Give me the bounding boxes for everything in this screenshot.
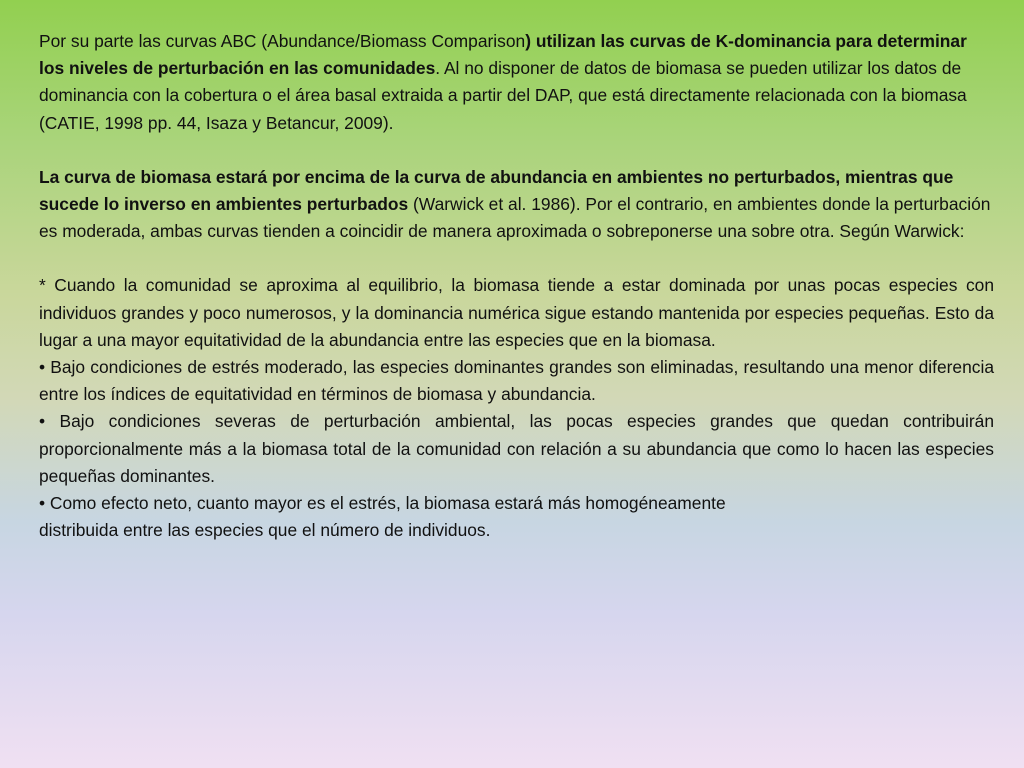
paragraph-1-lead: Por su parte las curvas ABC (Abundance/Biomass Comparison: [39, 31, 526, 51]
paragraph-abc-curves: [39, 28, 994, 137]
point-net-effect: [39, 490, 994, 544]
point-moderate-stress: • Bajo condiciones de estrés moderado, las especies dominantes grandes son eliminadas, resultando una menor diferencia entre los índices de equitatividad en términos de biomasa y abundancia.: [39, 357, 994, 405]
point-severe-disturbance: • Bajo condiciones severas de perturbación ambiental, las pocas especies grandes que quedan contribuirán proporcionalmente más a la biomasa total de la comunidad con relación a su abundancia que como lo hacen las especies pequeñas dominantes.: [39, 411, 994, 486]
paragraph-biomass-curve: [39, 164, 994, 246]
slide-text-body: [39, 28, 994, 544]
point-net-effect-line-1: • Como efecto neto, cuanto mayor es el estrés, la biomasa estará más homogéneamente: [39, 493, 726, 514]
point-net-effect-line-2: distribuida entre las especies que el número de individuos.: [39, 520, 491, 541]
paragraph-2-tail: (Warwick et al. 1986). Por el contrario, en ambientes donde la perturbación es moderada, ambas curvas tienden a coincidir de manera aproximada o sobreponerse una sobre otra. Según Warwick:: [39, 194, 991, 242]
paragraph-spacer: [39, 245, 994, 272]
paragraph-1-bold: ) utilizan las curvas de K-dominancia para determinar los niveles de perturbación en las comunidades: [39, 31, 967, 79]
point-equilibrium: * Cuando la comunidad se aproxima al equilibrio, la biomasa tiende a estar dominada por unas pocas especies con individuos grandes y poco numerosos, y la dominancia numérica sigue estando mantenida por especies pequeñas. Esto da lugar a una mayor equitatividad de la abundancia entre las especies que en la biomasa.: [39, 275, 994, 350]
paragraph-2-bold: La curva de biomasa estará por encima de la curva de abundancia en ambientes no perturbados, mientras que sucede lo inverso en ambientes perturbados: [39, 166, 954, 215]
paragraph-1-tail: . Al no disponer de datos de biomasa se pueden utilizar los datos de dominancia con la cobertura o el área basal extraida a partir del DAP, que está directamente relacionada con la biomasa (CATIE, 1998 pp. 44, Isaza y Betancur, 2009).: [39, 58, 967, 133]
paragraph-spacer: [39, 137, 994, 164]
